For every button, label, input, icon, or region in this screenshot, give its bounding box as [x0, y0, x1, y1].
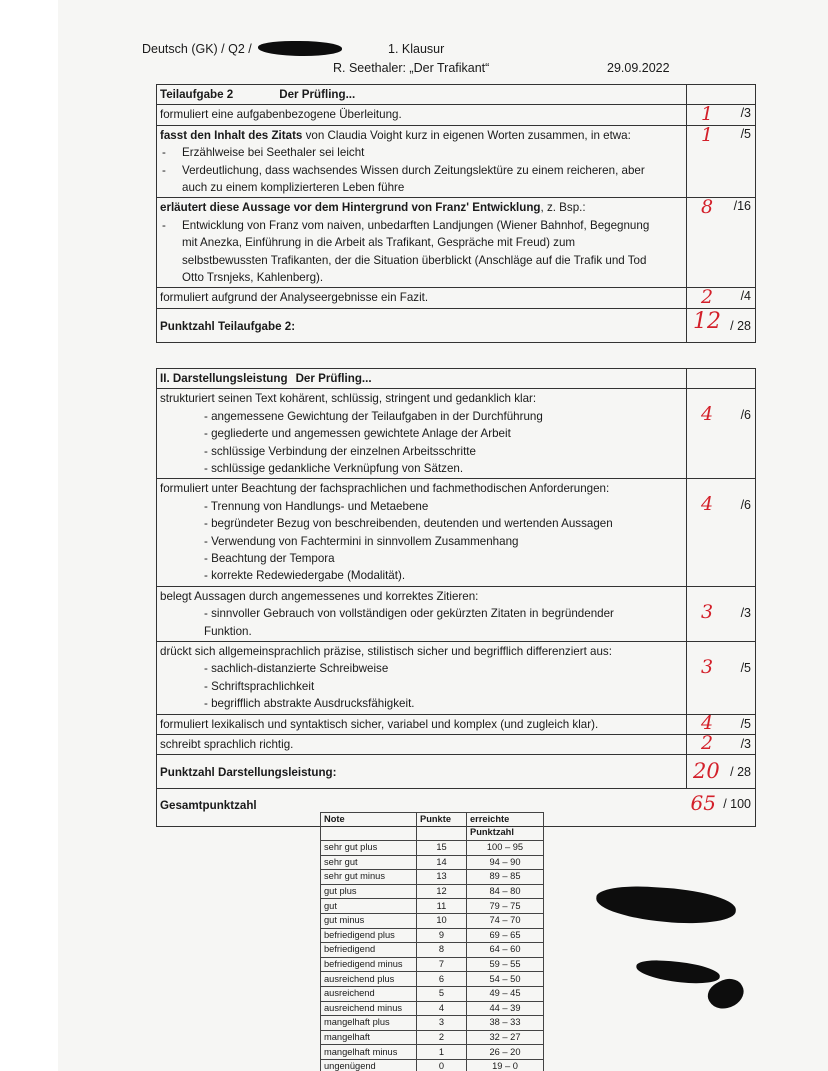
scale-note: gut minus: [321, 913, 417, 928]
section-subtitle: Der Prüfling...: [295, 371, 372, 385]
scale-punkte: 4: [417, 1001, 467, 1016]
criterion-text: [157, 641, 687, 714]
scale-note: mangelhaft plus: [321, 1016, 417, 1031]
scale-punkte: 7: [417, 957, 467, 972]
score-cell: [687, 288, 756, 308]
criterion-emphasis: fasst den Inhalt des Zitats: [160, 128, 303, 142]
max-points: /3: [740, 605, 751, 620]
criterion-text: [157, 479, 687, 586]
criterion-subpoint: - angemessene Gewichtung der Teilaufgaben in der Durchführung: [204, 409, 543, 423]
section-title-teil2: [157, 85, 687, 105]
scale-range: 54 – 50: [467, 972, 544, 987]
criterion-intro: formuliert lexikalisch und syntaktisch sicher, variabel und komplex (und zugleich klar).: [160, 717, 599, 731]
scale-row: [321, 1045, 544, 1060]
sum-row-darstellung: [157, 755, 756, 789]
criterion-row: [157, 105, 756, 125]
handwritten-score: 65: [690, 791, 716, 816]
criterion-text: [157, 105, 687, 125]
criterion-subpoint: Funktion.: [204, 624, 252, 638]
scale-range: 38 – 33: [467, 1016, 544, 1031]
score-cell: [687, 586, 756, 641]
scale-range: 19 – 0: [467, 1059, 544, 1071]
max-points: / 28: [730, 765, 751, 780]
criterion-subpoint: - Trennung von Handlungs- und Metaebene: [204, 499, 429, 513]
criterion-text: [157, 714, 687, 734]
scale-row: [321, 972, 544, 987]
score-cell: [687, 125, 756, 198]
scale-header-note: Note: [321, 813, 417, 841]
scale-range: 84 – 80: [467, 884, 544, 899]
scale-punkte: 14: [417, 855, 467, 870]
criterion-intro: strukturiert seinen Text kohärent, schlüssig, stringent und gedanklich klar:: [160, 392, 537, 406]
criterion-bullet: - Verdeutlichung, dass wachsendes Wissen durch Zeitungslektüre zu einem reicheren, aber: [160, 162, 683, 179]
max-points: /16: [733, 199, 751, 214]
exam-date: 29.09.2022: [607, 61, 670, 75]
scale-range: 94 – 90: [467, 855, 544, 870]
handwritten-score: 1: [701, 103, 714, 126]
handwritten-score: 4: [701, 403, 714, 426]
criterion-subpoint: - Schriftsprachlichkeit: [204, 679, 315, 693]
scale-range: 74 – 70: [467, 913, 544, 928]
score-cell: [687, 479, 756, 586]
scale-range: 64 – 60: [467, 943, 544, 958]
criterion-text: [157, 198, 687, 288]
criterion-bullet: - Erzählweise bei Seethaler sei leicht: [160, 144, 683, 161]
exam-title: 1. Klausur: [388, 42, 445, 56]
criterion-row: [157, 198, 756, 288]
scale-punkte: 1: [417, 1045, 467, 1060]
scale-note: ausreichend: [321, 986, 417, 1001]
scale-header-erreicht: erreichte Punktzahl: [467, 813, 544, 841]
score-cell: [687, 641, 756, 714]
max-points: /6: [740, 498, 751, 513]
scale-range: 26 – 20: [467, 1045, 544, 1060]
criterion-subpoint: - sachlich-distanzierte Schreibweise: [204, 662, 389, 676]
max-points: /4: [740, 289, 751, 304]
criterion-intro: [160, 199, 683, 216]
criterion-rest: von Claudia Voight kurz in eigenen Worten zusammen, in etwa:: [302, 128, 631, 142]
criterion-subpoint: - sinnvoller Gebrauch von vollständigen oder gekürzten Zitaten in begründender: [204, 607, 614, 621]
scale-row: [321, 1059, 544, 1071]
scale-row: [321, 899, 544, 914]
sum-row-teil2: [157, 308, 756, 342]
score-cell: [687, 732, 756, 755]
scale-note: befriedigend plus: [321, 928, 417, 943]
criterion-text: [157, 586, 687, 641]
scale-punkte: 11: [417, 899, 467, 914]
handwritten-score: 4: [701, 493, 714, 516]
max-points: /6: [740, 408, 751, 423]
scale-punkte: 10: [417, 913, 467, 928]
criterion-subpoint: - begründeter Bezug von beschreibenden, deutenden und wertenden Aussagen: [204, 517, 613, 531]
section-title: Teilaufgabe 2: [160, 88, 234, 101]
sum-label: Punktzahl Teilaufgabe 2:: [157, 308, 687, 342]
scale-punkte: 0: [417, 1059, 467, 1071]
criterion-text: [157, 288, 687, 308]
score-cell: [687, 755, 756, 789]
handwritten-score: 12: [693, 308, 721, 334]
grade-scale-table: [320, 812, 544, 1071]
criterion-row: [157, 479, 756, 586]
scale-note: sehr gut minus: [321, 870, 417, 885]
scale-range: 32 – 27: [467, 1030, 544, 1045]
criterion-row: [157, 735, 756, 755]
criterion-line: formuliert eine aufgabenbezogene Überleitung.: [160, 108, 402, 122]
criterion-row: [157, 586, 756, 641]
scale-row: [321, 1016, 544, 1031]
criterion-subpoint: - begrifflich abstrakte Ausdrucksfähigkeit.: [204, 697, 415, 711]
criterion-intro: [160, 127, 683, 144]
criterion-bullet: mit Anezka, Einführung in die Arbeit als Trafikant, Gespräche mit Freud) zum: [182, 236, 576, 250]
criterion-intro: schreibt sprachlich richtig.: [160, 738, 294, 751]
scale-note: gut: [321, 899, 417, 914]
handwritten-score: 3: [701, 600, 714, 623]
scale-row: [321, 855, 544, 870]
scale-punkte: 6: [417, 972, 467, 987]
scale-row: [321, 986, 544, 1001]
criterion-row: [157, 125, 756, 198]
criterion-bullet: Otto Trsnjeks, Kahlenberg).: [182, 271, 324, 285]
section-subtitle: Der Prüfling...: [279, 88, 356, 101]
scale-note: ausreichend plus: [321, 972, 417, 987]
score-cell: [687, 711, 756, 734]
scale-range: 69 – 65: [467, 928, 544, 943]
grading-table: [156, 84, 756, 827]
scale-header-punkte: Punkte: [417, 813, 467, 841]
scale-punkte: 15: [417, 841, 467, 856]
criterion-row: [157, 714, 756, 734]
scale-row: [321, 1001, 544, 1016]
scale-row: [321, 957, 544, 972]
handwritten-score: 3: [701, 655, 714, 678]
scale-punkte: 8: [417, 943, 467, 958]
section-title: II. Darstellungsleistung: [160, 371, 288, 385]
score-cell: [687, 308, 756, 342]
criterion-subpoint: - korrekte Redewiedergabe (Modalität).: [204, 569, 406, 583]
criterion-emphasis: erläutert diese Aussage vor dem Hintergrund von Franz' Entwicklung: [160, 201, 541, 215]
scale-row: [321, 884, 544, 899]
scale-punkte: 13: [417, 870, 467, 885]
max-points: / 28: [730, 318, 751, 333]
score-cell: [687, 85, 756, 105]
scale-punkte: 12: [417, 884, 467, 899]
scale-note: gut plus: [321, 884, 417, 899]
scale-note: ungenügend: [321, 1059, 417, 1071]
scale-note: sehr gut: [321, 855, 417, 870]
criterion-subpoint: - Verwendung von Fachtermini in sinnvollem Zusammenhang: [204, 534, 519, 548]
scale-row: [321, 1030, 544, 1045]
course-label: Deutsch (GK) / Q2 /: [142, 42, 252, 56]
criterion-text: [157, 389, 687, 479]
criterion-bullet: auch zu einem komplizierteren Leben führe: [182, 181, 405, 195]
max-points: /5: [740, 716, 751, 731]
handwritten-score: 8: [701, 196, 714, 219]
scale-punkte: 9: [417, 928, 467, 943]
scale-range: 79 – 75: [467, 899, 544, 914]
section-title-darstellung: [157, 368, 687, 388]
criterion-row: [157, 389, 756, 479]
criterion-line: formuliert aufgrund der Analyseergebnisse ein Fazit.: [160, 291, 429, 305]
score-cell: [687, 105, 756, 125]
scale-range: 49 – 45: [467, 986, 544, 1001]
max-points: /3: [740, 106, 751, 121]
scale-punkte: 3: [417, 1016, 467, 1031]
handwritten-score: 2: [701, 286, 714, 309]
scale-note: sehr gut plus: [321, 841, 417, 856]
handwritten-score: 1: [701, 123, 714, 146]
handwritten-score: 2: [701, 732, 714, 754]
scale-range: 59 – 55: [467, 957, 544, 972]
criterion-intro: drückt sich allgemeinsprachlich präzise, stilistisch sicher und begrifflich differenziert aus:: [160, 644, 612, 658]
score-cell: [687, 389, 756, 479]
criterion-bullet: selbstbewussten Trafikanten, der die Situation überblickt (Anschläge auf die Trafik und Tod: [182, 253, 647, 267]
scale-row: [321, 870, 544, 885]
criterion-intro: belegt Aussagen durch angemessenes und korrektes Zitieren:: [160, 589, 479, 603]
score-cell: [687, 198, 756, 288]
scale-row: [321, 943, 544, 958]
criterion-row: [157, 641, 756, 714]
handwritten-score: 4: [701, 711, 714, 734]
scale-range: 89 – 85: [467, 870, 544, 885]
score-cell: [687, 368, 756, 388]
criterion-rest: , z. Bsp.:: [540, 201, 586, 215]
scale-row: [321, 913, 544, 928]
scale-punkte: 5: [417, 986, 467, 1001]
max-points: /5: [740, 126, 751, 141]
criterion-subpoint: - schlüssige Verbindung der einzelnen Arbeitsschritte: [204, 444, 476, 458]
scale-note: ausreichend minus: [321, 1001, 417, 1016]
handwritten-score: 20: [693, 759, 720, 784]
scale-range: 44 – 39: [467, 1001, 544, 1016]
sum-label: Punktzahl Darstellungsleistung:: [157, 755, 687, 789]
scale-range: 100 – 95: [467, 841, 544, 856]
max-points: / 100: [723, 797, 751, 812]
criterion-subpoint: - schlüssige gedankliche Verknüpfung von Sätzen.: [204, 461, 464, 475]
criterion-row: [157, 288, 756, 308]
total-label: Gesamtpunktzahl: [157, 789, 687, 827]
scale-note: mangelhaft minus: [321, 1045, 417, 1060]
criterion-text: [157, 735, 687, 755]
scale-row: [321, 841, 544, 856]
scale-note: befriedigend: [321, 943, 417, 958]
criterion-intro: formuliert unter Beachtung der fachsprachlichen und fachmethodischen Anforderungen:: [160, 482, 610, 496]
max-points: /3: [740, 737, 751, 751]
score-cell: [687, 789, 756, 827]
criterion-subpoint: - gegliederte und angemessen gewichtete Anlage der Arbeit: [204, 427, 511, 441]
scale-row: [321, 928, 544, 943]
scale-note: mangelhaft: [321, 1030, 417, 1045]
criterion-text: [157, 125, 687, 198]
criterion-bullet: - Entwicklung von Franz vom naiven, unbedarften Landjungen (Wiener Bahnhof, Begegnung: [160, 217, 683, 234]
work-title: R. Seethaler: „Der Trafikant“: [333, 61, 490, 75]
scale-punkte: 2: [417, 1030, 467, 1045]
scale-note: befriedigend minus: [321, 957, 417, 972]
criterion-subpoint: - Beachtung der Tempora: [204, 551, 335, 565]
max-points: /5: [740, 660, 751, 675]
